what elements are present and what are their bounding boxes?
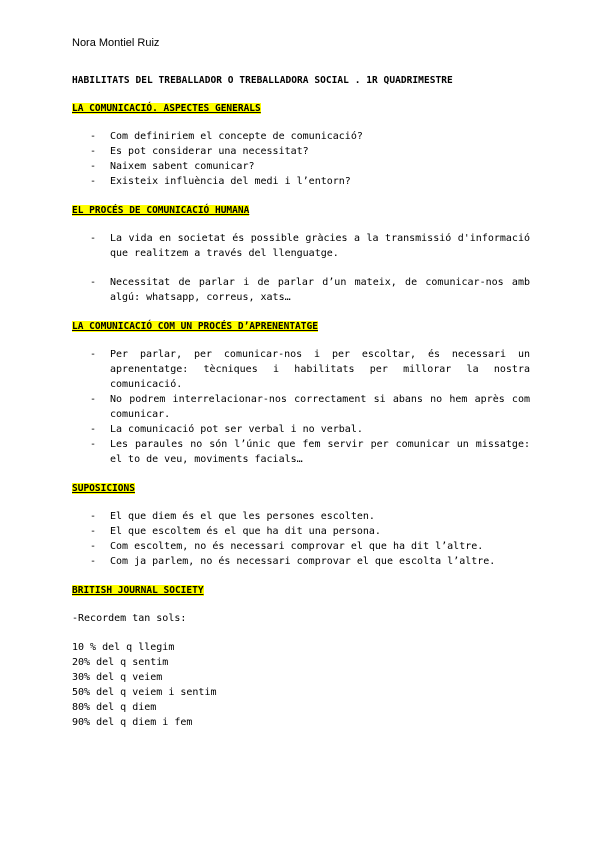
list-item: - La comunicació pot ser verbal i no verbal. <box>72 422 530 437</box>
author-name: Nora Montiel Ruiz <box>72 37 160 49</box>
list-item: - Existeix influència del medi i l’entorn? <box>72 174 530 189</box>
section-heading: EL PROCÉS DE COMUNICACIÓ HUMANA <box>72 205 250 216</box>
section-heading: LA COMUNICACIÓ COM UN PROCÉS D’APRENENTATGE <box>72 321 318 332</box>
list-item: - Com ja parlem, no és necessari comprovar el que escolta l’altre. <box>72 554 530 569</box>
list-item: - El que diem és el que les persones escolten. <box>72 509 530 524</box>
document-body <box>72 73 530 730</box>
list-item: - Es pot considerar una necessitat? <box>72 144 530 159</box>
list-item: - Com definiriem el concepte de comunicació? <box>72 129 530 144</box>
list-item: - No podrem interrelacionar-nos correctament si abans no hem après com comunicar. <box>72 392 530 422</box>
list-item: - La vida en societat és possible gràcies a la transmissió d'informació que realitzem a través del llenguatge. <box>72 231 530 261</box>
stats-list <box>72 640 530 730</box>
document-title: HABILITATS DEL TREBALLADOR O TREBALLADORA SOCIAL . 1R QUADRIMESTRE <box>72 75 453 86</box>
bullet-list <box>72 509 530 569</box>
list-item: - El que escoltem és el que ha dit una persona. <box>72 524 530 539</box>
section-heading: LA COMUNICACIÓ. ASPECTES GENERALS <box>72 103 261 114</box>
section-heading: SUPOSICIONS <box>72 483 135 494</box>
list-item: - Les paraules no són l’únic que fem servir per comunicar un missatge: el to de veu, moviments facials… <box>72 437 530 467</box>
list-item: - Necessitat de parlar i de parlar d’un mateix, de comunicar-nos amb algú: whatsapp, correus, xats… <box>72 275 530 305</box>
bullet-list <box>72 347 530 467</box>
stat-line: 50% del q veiem i sentim <box>72 687 217 698</box>
bullet-list <box>72 129 530 189</box>
stat-line: 10 % del q llegim <box>72 642 175 653</box>
stat-line: 90% del q diem i fem <box>72 717 193 728</box>
list-item: - Com escoltem, no és necessari comprovar el que ha dit l’altre. <box>72 539 530 554</box>
list-item: - Naixem sabent comunicar? <box>72 159 530 174</box>
bullet-list <box>72 231 530 305</box>
section-heading: BRITISH JOURNAL SOCIETY <box>72 585 204 596</box>
list-item: - Per parlar, per comunicar-nos i per escoltar, és necessari un aprenentatge: tècniques i habilitats per millorar la nostra comunicació. <box>72 347 530 392</box>
stat-line: 30% del q veiem <box>72 672 163 683</box>
intro-text: -Recordem tan sols: <box>72 613 187 624</box>
stat-line: 20% del q sentim <box>72 657 169 668</box>
stat-line: 80% del q diem <box>72 702 157 713</box>
